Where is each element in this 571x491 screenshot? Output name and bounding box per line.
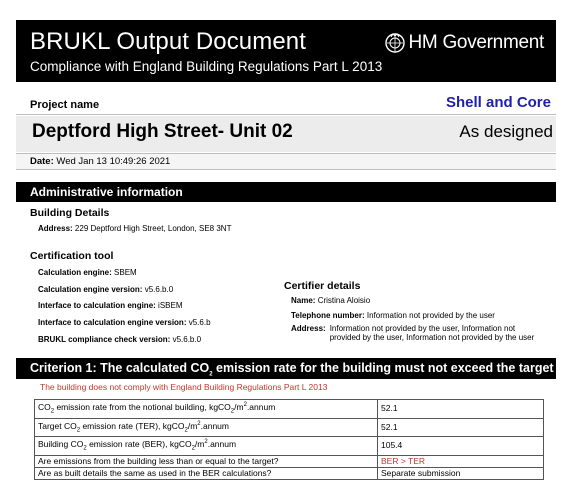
brukl-version-value: v5.6.b.0: [172, 335, 202, 344]
table-row: [35, 467, 544, 479]
certifier-name-row: [291, 296, 370, 305]
label-part: CO: [38, 401, 51, 412]
label-part: /m: [194, 438, 205, 449]
certification-tool-title: Certification tool: [30, 250, 114, 262]
label-part: Building CO: [38, 438, 84, 449]
certifier-name-label: Name:: [291, 296, 316, 305]
row-label: [35, 418, 378, 437]
calc-engine-version-row: [38, 285, 173, 294]
calc-engine-value: SBEM: [114, 268, 137, 277]
building-details-title: Building Details: [30, 207, 110, 219]
label-part: Are as built details the same as used in the BER calculations?: [38, 467, 272, 478]
certifier-phone-label: Telephone number:: [291, 311, 365, 320]
label-part: 2: [204, 439, 208, 446]
label-part: Are emissions from the building less than or equal to the target?: [38, 455, 279, 466]
label-part: .annum: [246, 401, 276, 412]
label-part: 2: [230, 408, 235, 415]
calc-engine-row: [38, 268, 137, 277]
label-part: 2: [243, 402, 247, 408]
address-label: Address:: [38, 224, 73, 233]
brukl-version-row: [38, 335, 201, 344]
certifier-address-value: Information not provided by the user, Information not provided by the user, Information not provided by the user: [329, 324, 535, 342]
calc-engine-version-label: Calculation engine version:: [38, 285, 143, 294]
interface-value: iSBEM: [158, 301, 183, 310]
row-label: [35, 455, 378, 467]
certifier-details-title: Certifier details: [284, 280, 361, 292]
project-type: Shell and Core: [445, 94, 551, 111]
label-part: 2: [76, 427, 81, 434]
project-name-label: Project name: [30, 99, 100, 111]
table-row: [35, 455, 544, 467]
row-label: [35, 467, 378, 479]
criterion1-title: [16, 358, 556, 379]
project-name: Deptford High Street- Unit 02: [32, 121, 293, 142]
label-part: emission rate (BER), kgCO: [86, 438, 192, 449]
table-row: [35, 400, 544, 419]
label-part: emission rate from the notional building, kgCO: [54, 401, 231, 412]
address-line: [38, 224, 231, 233]
calc-engine-version-value: v5.6.b.0: [144, 285, 174, 294]
row-label: [35, 437, 378, 456]
interface-version-label: Interface to calculation engine version:: [38, 318, 187, 327]
row-value: 52.1: [378, 418, 544, 437]
certifier-address-label: Address:: [291, 324, 326, 333]
compliance-fail-message: The building does not comply with England Building Regulations Part L 2013: [40, 382, 328, 392]
document-title: BRUKL Output Document: [30, 28, 307, 55]
hm-government-logo: [384, 32, 544, 54]
hm-government-text: HM Government: [408, 32, 544, 53]
certifier-phone-row: [291, 311, 495, 320]
label-part: Target CO: [38, 420, 77, 431]
label-part: emission rate (TER), kgCO: [80, 420, 185, 431]
interface-label: Interface to calculation engine:: [38, 301, 156, 310]
certifier-name-value: Cristina Aloisio: [317, 296, 371, 305]
document-header: [16, 20, 556, 82]
criterion1-title-sub: 2: [209, 371, 213, 378]
interface-row: [38, 301, 183, 310]
row-value: 105.4: [378, 437, 544, 456]
label-part: 2: [197, 420, 201, 427]
label-part: 2: [191, 445, 195, 452]
row-value: BER > TER: [378, 455, 544, 467]
address-value: 229 Deptford High Street, London, SE8 3NT: [74, 224, 232, 233]
project-label-row: [16, 93, 556, 115]
criterion1-title-prefix: Criterion 1: The calculated CO: [30, 361, 210, 375]
table-row: [35, 437, 544, 456]
royal-crest-icon: [384, 32, 406, 54]
project-name-row: [16, 116, 556, 152]
calc-engine-label: Calculation engine:: [38, 268, 112, 277]
label-part: 2: [50, 408, 55, 415]
label-part: /m: [234, 401, 244, 412]
table-row: [35, 418, 544, 437]
label-part: 2: [83, 445, 87, 452]
criterion1-title-suffix: emission rate for the building must not exceed the target: [212, 361, 554, 375]
label-part: 2: [184, 427, 188, 434]
certifier-address-row: [291, 324, 541, 342]
interface-version-value: v5.6.b: [188, 318, 211, 327]
certifier-phone-value: Information not provided by the user: [366, 311, 495, 320]
row-value: 52.1: [378, 400, 544, 419]
row-label: [35, 400, 378, 419]
interface-version-row: [38, 318, 211, 327]
label-part: .annum: [207, 438, 237, 449]
project-stage: As designed: [459, 122, 553, 141]
admin-section-title: Administrative information: [16, 182, 556, 202]
label-part: /m: [187, 420, 198, 431]
date-label: Date:: [30, 156, 54, 167]
date-row: [16, 153, 556, 170]
brukl-version-label: BRUKL compliance check version:: [38, 335, 171, 344]
row-value: Separate submission: [378, 467, 544, 479]
document-subtitle: Compliance with England Building Regulations Part L 2013: [30, 59, 383, 74]
date-value: Wed Jan 13 10:49:26 2021: [56, 156, 171, 167]
label-part: .annum: [200, 420, 229, 431]
criterion1-table: [34, 399, 544, 480]
